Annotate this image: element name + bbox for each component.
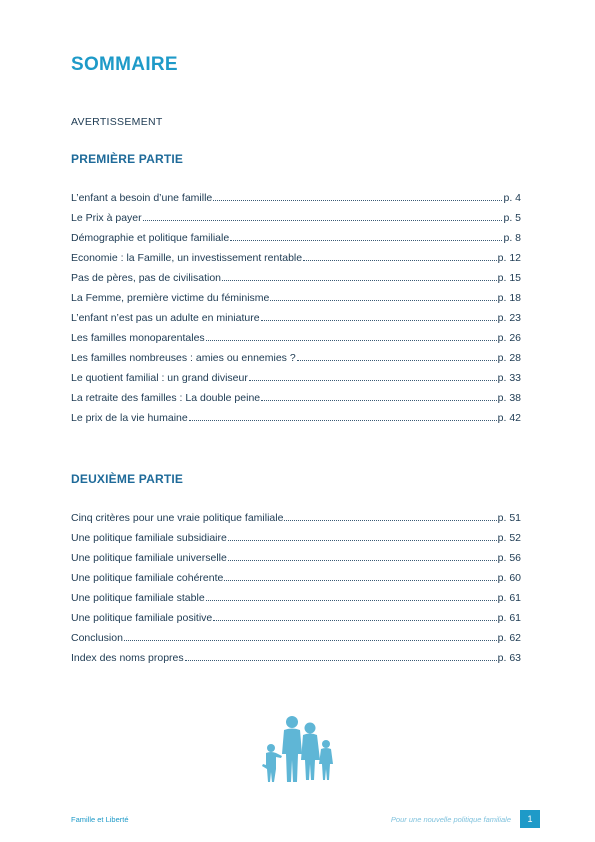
toc-leader-dots — [143, 219, 503, 221]
toc-entry-page: p. 42 — [497, 412, 521, 424]
toc-entry-label: Une politique familiale cohérente — [71, 572, 224, 584]
toc-entry-page: p. 62 — [497, 632, 521, 644]
toc-entry-label: Conclusion — [71, 632, 123, 644]
toc-entry-label: Economie : la Famille, un investissement rentable — [71, 252, 303, 264]
toc-entry-page: p. 26 — [497, 332, 521, 344]
toc-entry[interactable] — [71, 592, 521, 612]
family-icon — [256, 714, 340, 784]
toc-entry-label: La Femme, première victime du féminisme — [71, 292, 270, 304]
toc-leader-dots — [206, 599, 497, 601]
toc-entry-label: Le quotient familial : un grand diviseur — [71, 372, 248, 384]
toc-entry-page: p. 38 — [497, 392, 521, 404]
toc-entry-page: p. 8 — [503, 232, 521, 244]
toc-leader-dots — [261, 399, 497, 401]
page-title: SOMMAIRE — [71, 54, 178, 75]
toc-entry-page: p. 52 — [497, 532, 521, 544]
toc-entry-label: La retraite des familles : La double peine — [71, 392, 261, 404]
toc-leader-dots — [222, 279, 497, 281]
toc-entry[interactable] — [71, 252, 521, 272]
toc-entry[interactable] — [71, 632, 521, 652]
toc-leader-dots — [284, 519, 496, 521]
toc-entry-page: p. 23 — [497, 312, 521, 324]
warning-entry[interactable]: AVERTISSEMENT — [71, 116, 163, 128]
toc-entry-page: p. 33 — [497, 372, 521, 384]
toc-entry[interactable] — [71, 412, 521, 432]
toc-leader-dots — [213, 619, 496, 621]
toc-entry-page: p. 15 — [497, 272, 521, 284]
toc-entry-label: Une politique familiale stable — [71, 592, 205, 604]
toc-entry-page: p. 61 — [497, 592, 521, 604]
toc-leader-dots — [228, 559, 497, 561]
toc-entry-label: Pas de pères, pas de civilisation — [71, 272, 221, 284]
part-two-toc — [71, 512, 521, 672]
part-one-heading: PREMIÈRE PARTIE — [71, 152, 184, 166]
toc-entry[interactable] — [71, 392, 521, 412]
toc-entry[interactable] — [71, 272, 521, 292]
toc-leader-dots — [297, 359, 497, 361]
page-number-badge: 1 — [520, 810, 540, 828]
part-one-toc — [71, 192, 521, 432]
toc-entry[interactable] — [71, 312, 521, 332]
toc-entry[interactable] — [71, 552, 521, 572]
toc-entry[interactable] — [71, 532, 521, 552]
toc-entry-page: p. 63 — [497, 652, 521, 664]
toc-entry-label: Le Prix à payer — [71, 212, 142, 224]
toc-entry-label: Une politique familiale subsidiaire — [71, 532, 227, 544]
toc-entry-label: Index des noms propres — [71, 652, 184, 664]
toc-entry-page: p. 28 — [497, 352, 521, 364]
toc-leader-dots — [185, 659, 497, 661]
toc-entry-label: Les familles nombreuses : amies ou ennemies ? — [71, 352, 296, 364]
toc-leader-dots — [189, 419, 497, 421]
toc-entry-page: p. 4 — [503, 192, 521, 204]
toc-entry[interactable] — [71, 372, 521, 392]
toc-entry-label: Une politique familiale positive — [71, 612, 213, 624]
toc-entry-page: p. 51 — [497, 512, 521, 524]
toc-entry[interactable] — [71, 512, 521, 532]
footer-book-title: Pour une nouvelle politique familiale — [390, 815, 511, 824]
toc-entry-label: Démographie et politique familiale — [71, 232, 230, 244]
toc-leader-dots — [249, 379, 497, 381]
toc-leader-dots — [303, 259, 497, 261]
toc-entry[interactable] — [71, 232, 521, 252]
toc-entry[interactable] — [71, 612, 521, 632]
toc-entry[interactable] — [71, 572, 521, 592]
toc-entry[interactable] — [71, 652, 521, 672]
toc-leader-dots — [270, 299, 496, 301]
toc-entry-page: p. 56 — [497, 552, 521, 564]
part-two-heading: DEUXIÈME PARTIE — [71, 472, 184, 486]
toc-leader-dots — [124, 639, 497, 641]
toc-entry-label: L’enfant n’est pas un adulte en miniature — [71, 312, 260, 324]
toc-leader-dots — [228, 539, 497, 541]
toc-entry[interactable] — [71, 332, 521, 352]
toc-leader-dots — [261, 319, 497, 321]
toc-entry-label: Cinq critères pour une vraie politique familiale — [71, 512, 284, 524]
toc-entry-label: Le prix de la vie humaine — [71, 412, 188, 424]
toc-leader-dots — [206, 339, 497, 341]
toc-entry[interactable] — [71, 212, 521, 232]
toc-leader-dots — [230, 239, 502, 241]
toc-leader-dots — [213, 199, 502, 201]
toc-entry[interactable] — [71, 192, 521, 212]
toc-leader-dots — [224, 579, 496, 581]
footer-publisher: Famille et Liberté — [71, 815, 129, 824]
toc-entry-label: Les familles monoparentales — [71, 332, 205, 344]
toc-entry[interactable] — [71, 292, 521, 312]
toc-entry-page: p. 12 — [497, 252, 521, 264]
toc-entry-label: Une politique familiale universelle — [71, 552, 227, 564]
toc-entry[interactable] — [71, 352, 521, 372]
toc-entry-page: p. 60 — [497, 572, 521, 584]
toc-entry-label: L’enfant a besoin d’une famille — [71, 192, 213, 204]
toc-entry-page: p. 5 — [503, 212, 521, 224]
toc-entry-page: p. 61 — [497, 612, 521, 624]
toc-entry-page: p. 18 — [497, 292, 521, 304]
